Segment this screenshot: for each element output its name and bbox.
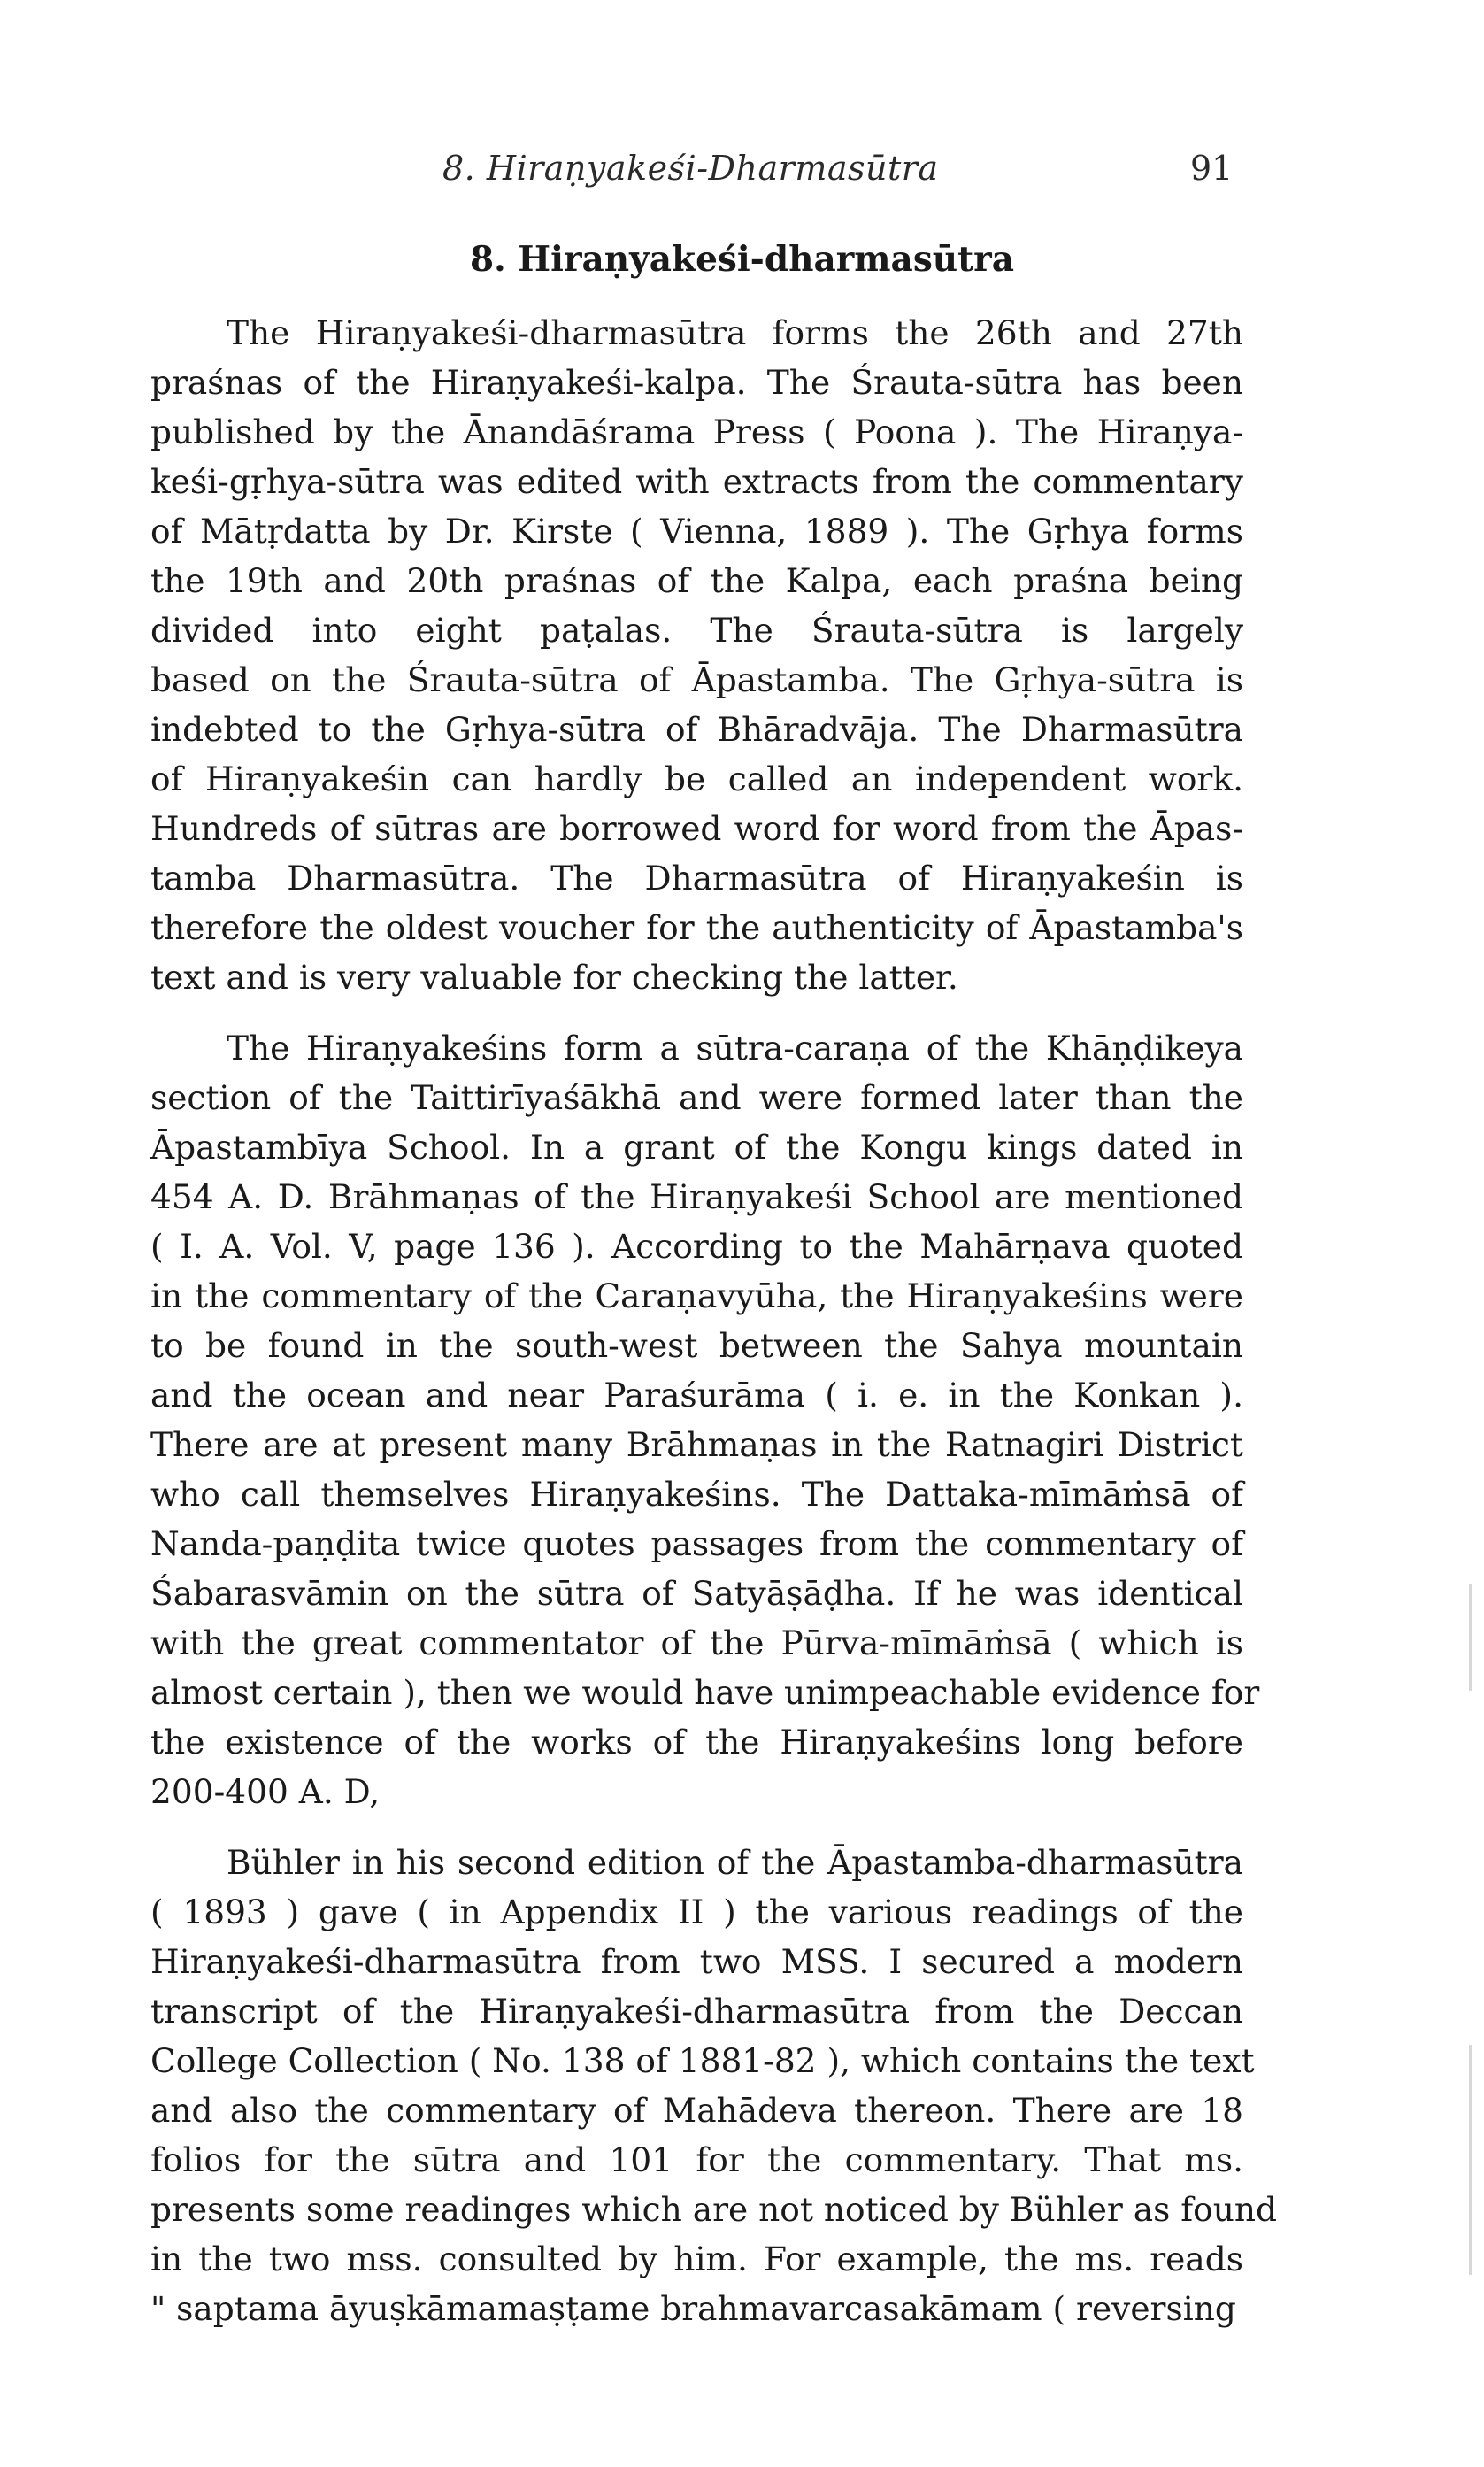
text-line: Āpastambīya School. In a grant of the Kongu kings dated in: [150, 1128, 1243, 1167]
text-line: 454 A. D. Brāhmaṇas of the Hiraṇyakeśi School are mentioned: [150, 1177, 1243, 1216]
text-line: the 19th and 20th praśnas of the Kalpa, each praśna being: [150, 561, 1243, 600]
text-line: " saptama āyuṣkāmamaṣṭame brahmavarcasakāmam ( reversing: [150, 2289, 1236, 2328]
paragraph: [150, 308, 1243, 1002]
text-line: tamba Dharmasūtra. The Dharmasūtra of Hiraṇyakeśin is: [150, 859, 1243, 898]
text-line: ( I. A. Vol. V, page 136 ). According to the Mahārṇava quoted: [150, 1227, 1243, 1266]
text-line: of Mātṛdatta by Dr. Kirste ( Vienna, 1889 ). The Gṛhya forms: [150, 512, 1243, 551]
scan-edge-mark: [1469, 1584, 1472, 1691]
text-line: folios for the sūtra and 101 for the commentary. That ms.: [150, 2140, 1243, 2179]
text-line: section of the Taittirīyaśākhā and were formed later than the: [150, 1078, 1243, 1117]
scan-edge-mark: [1469, 2045, 1472, 2275]
text-line: text and is very valuable for checking the latter.: [150, 958, 958, 997]
text-line: The Hiraṇyakeśi-dharmasūtra forms the 26th and 27th: [227, 313, 1243, 352]
text-line: keśi-gṛhya-sūtra was edited with extracts from the commentary: [150, 462, 1243, 501]
text-line: Śabarasvāmin on the sūtra of Satyāṣāḍha. If he was identical: [150, 1574, 1243, 1613]
text-line: published by the Ānandāśrama Press ( Poona ). The Hiraṇya-: [150, 412, 1243, 451]
text-line: presents some readinges which are not noticed by Bühler as found: [150, 2190, 1278, 2229]
text-line: the existence of the works of the Hiraṇyakeśins long before: [150, 1723, 1243, 1762]
text-line: ( 1893 ) gave ( in Appendix II ) the various readings of the: [150, 1893, 1243, 1931]
running-head: 8. Hiraṇyakeśi-Dharmasūtra: [442, 149, 939, 188]
text-line: who call themselves Hiraṇyakeśins. The Dattaka-mīmāṁsā of: [150, 1475, 1243, 1514]
text-line: College Collection ( No. 138 of 1881-82 ), which contains the text: [150, 2041, 1255, 2080]
text-line: in the commentary of the Caraṇavyūha, the Hiraṇyakeśins were: [150, 1276, 1243, 1315]
text-line: 200-400 A. D,: [150, 1772, 381, 1811]
text-line: praśnas of the Hiraṇyakeśi-kalpa. The Śrauta-sūtra has been: [150, 363, 1243, 402]
text-line: Hiraṇyakeśi-dharmasūtra from two MSS. I secured a modern: [150, 1942, 1243, 1981]
section-title: 8. Hiraṇyakeśi-dharmasūtra: [470, 239, 1014, 280]
text-line: in the two mss. consulted by him. For example, the ms. reads: [150, 2240, 1243, 2278]
text-line: of Hiraṇyakeśin can hardly be called an independent work.: [150, 759, 1243, 798]
text-line: Nanda-paṇḍita twice quotes passages from the commentary of: [150, 1524, 1243, 1563]
paragraph: [150, 1838, 1278, 2333]
text-line: The Hiraṇyakeśins form a sūtra-caraṇa of the Khāṇḍikeya: [227, 1029, 1243, 1068]
text-line: and also the commentary of Mahādeva thereon. There are 18: [150, 2091, 1243, 2130]
text-line: almost certain ), then we would have unimpeachable evidence for: [150, 1673, 1260, 1712]
paragraph: [150, 1023, 1260, 1816]
page-number: 91: [1190, 149, 1234, 188]
body-text: [150, 308, 1278, 2333]
text-line: Bühler in his second edition of the Āpastamba-dharmasūtra: [227, 1843, 1243, 1882]
text-line: therefore the oldest voucher for the authenticity of Āpastamba's: [150, 908, 1243, 947]
text-line: based on the Śrauta-sūtra of Āpastamba. The Gṛhya-sūtra is: [150, 660, 1243, 699]
text-line: Hundreds of sūtras are borrowed word for word from the Āpas-: [150, 809, 1243, 848]
text-line: transcript of the Hiraṇyakeśi-dharmasūtra from the Deccan: [150, 1992, 1243, 2031]
text-line: with the great commentator of the Pūrva-mīmāṁsā ( which is: [150, 1623, 1243, 1662]
text-line: to be found in the south-west between the Sahya mountain: [150, 1326, 1243, 1365]
text-line: indebted to the Gṛhya-sūtra of Bhāradvāja. The Dharmasūtra: [150, 710, 1243, 749]
text-line: divided into eight paṭalas. The Śrauta-sūtra is largely: [150, 611, 1243, 650]
text-line: and the ocean and near Paraśurāma ( i. e. in the Konkan ).: [150, 1376, 1243, 1415]
text-line: There are at present many Brāhmaṇas in the Ratnagiri District: [150, 1425, 1243, 1464]
